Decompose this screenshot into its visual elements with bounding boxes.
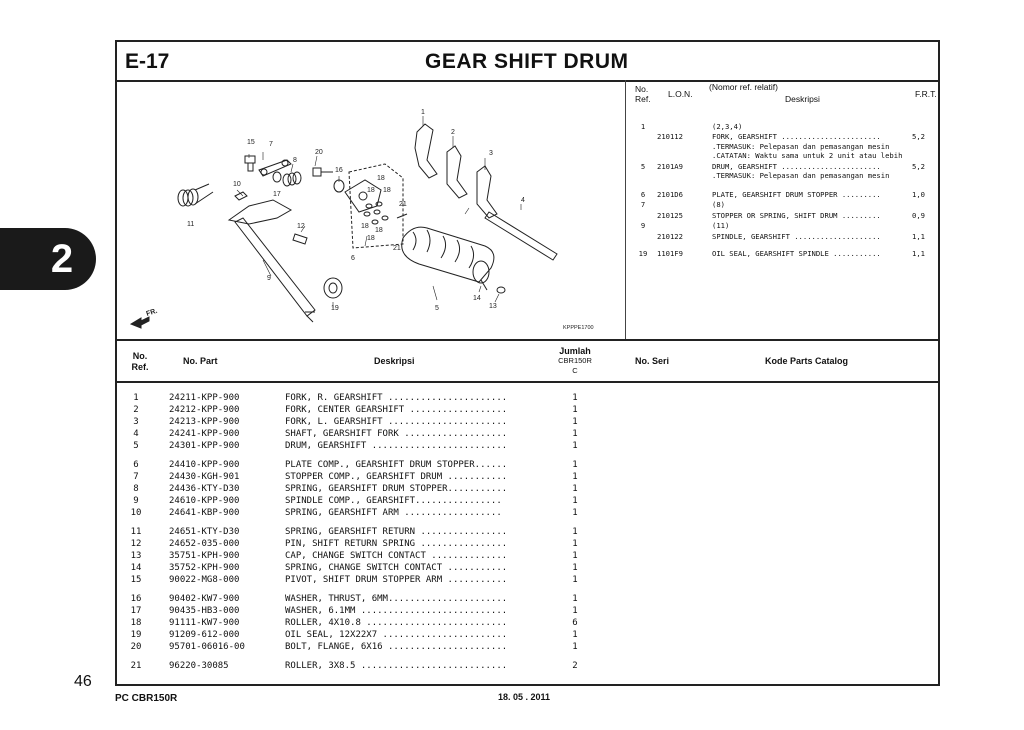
svg-text:5: 5 (435, 305, 439, 312)
part-ref: 14 (130, 563, 142, 573)
part-qty: 1 (572, 642, 578, 652)
reference-desc: OIL SEAL, GEARSHIFT SPINDLE ........... (712, 249, 881, 258)
svg-text:21: 21 (393, 245, 401, 252)
part-desc: PIN, SHIFT RETURN SPRING ................ (285, 539, 508, 549)
reference-lon: 2101D6 (657, 190, 683, 199)
part-qty: 2 (572, 661, 578, 671)
page-number: 46 (74, 673, 92, 690)
reference-frt: 0,9 (912, 211, 925, 220)
svg-text:17: 17 (273, 191, 281, 198)
reference-desc: .TERMASUK: Pelepasan dan pemasangan mesin (712, 171, 890, 180)
part-desc: PIVOT, SHIFT DRUM STOPPER ARM ........... (285, 575, 508, 585)
svg-text:3: 3 (489, 150, 493, 157)
part-part: 24430-KGH-901 (169, 472, 240, 482)
reference-lon: 210125 (657, 211, 683, 220)
fr-arrow-icon (131, 317, 149, 328)
part-desc: DRUM, GEARSHIFT ......................... (285, 441, 508, 451)
divider (117, 339, 938, 341)
part-qty: 1 (572, 484, 578, 494)
svg-text:10: 10 (233, 181, 241, 188)
reference-lon: 2101A9 (657, 162, 683, 171)
part-qty: 1 (572, 429, 578, 439)
reference-lon: 1101F9 (657, 249, 683, 258)
part-part: 35752-KPH-900 (169, 563, 240, 573)
reference-desc: PLATE, GEARSHIFT DRUM STOPPER ......... (712, 190, 881, 199)
part-desc: BOLT, FLANGE, 6X16 ...................... (285, 642, 508, 652)
deskripsi-col-header: Deskripsi (374, 356, 415, 366)
part-qty: 1 (572, 551, 578, 561)
reference-desc: (8) (712, 200, 725, 209)
catalog-name: PC CBR150R (115, 693, 178, 704)
part-qty: 1 (572, 472, 578, 482)
part-part: 24241-KPP-900 (169, 429, 240, 439)
part-desc: SPRING, GEARSHIFT DRUM STOPPER........... (285, 484, 508, 494)
svg-text:FR.: FR. (145, 307, 159, 318)
part-qty: 1 (572, 441, 578, 451)
svg-text:8: 8 (293, 157, 297, 164)
part-ref: 9 (133, 496, 139, 506)
reference-desc: FORK, GEARSHIFT ....................... (712, 132, 881, 141)
part-desc: SPINDLE COMP., GEARSHIFT................ (285, 496, 502, 506)
deskripsi-header: Deskripsi (785, 94, 820, 104)
part-ref: 7 (133, 472, 139, 482)
part-qty: 1 (572, 460, 578, 470)
reference-desc: (11) (712, 221, 730, 230)
no-ref-col-header: No. Ref. (131, 351, 149, 372)
part-ref: 12 (130, 539, 142, 549)
fork-1-drawing (415, 124, 437, 178)
part-desc: SPRING, GEARSHIFT RETURN ................ (285, 527, 508, 537)
part-desc: PLATE COMP., GEARSHIFT DRUM STOPPER...... (285, 460, 508, 470)
part-ref: 10 (130, 508, 142, 518)
reference-frt: 1,0 (912, 190, 925, 199)
part-desc: SHAFT, GEARSHIFT FORK ................... (285, 429, 508, 439)
part-qty: 1 (572, 539, 578, 549)
part-part: 24436-KTY-D30 (169, 484, 240, 494)
svg-text:9: 9 (267, 275, 271, 282)
svg-text:16: 16 (335, 167, 343, 174)
reference-desc: (2,3,4) (712, 122, 743, 131)
reference-no: 6 (640, 190, 646, 199)
svg-text:19: 19 (331, 305, 339, 312)
rollers-18-drawing (364, 202, 388, 224)
part-qty: 1 (572, 575, 578, 585)
part-qty: 1 (572, 594, 578, 604)
washer-17-drawing (273, 172, 281, 182)
part-ref: 19 (130, 630, 142, 640)
svg-text:KPPPE1700: KPPPE1700 (563, 325, 594, 331)
svg-text:6: 6 (351, 255, 355, 262)
part-part: 24211-KPP-900 (169, 393, 240, 403)
part-desc: FORK, R. GEARSHIFT ...................... (285, 393, 508, 403)
part-part: 24212-KPP-900 (169, 405, 240, 415)
fork-3-drawing (477, 166, 497, 218)
part-ref: 6 (133, 460, 139, 470)
part-desc: CAP, CHANGE SWITCH CONTACT .............. (285, 551, 508, 561)
part-part: 24213-KPP-900 (169, 417, 240, 427)
section-tab-number: 2 (50, 237, 74, 281)
part-desc: WASHER, 6.1MM ........................... (285, 606, 508, 616)
svg-text:20: 20 (315, 149, 323, 156)
svg-text:11: 11 (187, 221, 195, 228)
part-ref: 2 (133, 405, 139, 415)
svg-text:18: 18 (377, 175, 385, 182)
part-ref: 20 (130, 642, 142, 652)
part-desc: STOPPER COMP., GEARSHIFT DRUM ........... (285, 472, 508, 482)
reference-no: 9 (640, 221, 646, 230)
svg-text:13: 13 (489, 303, 497, 310)
svg-text:12: 12 (297, 223, 305, 230)
part-desc: SPRING, CHANGE SWITCH CONTACT ........... (285, 563, 508, 573)
part-ref: 17 (130, 606, 142, 616)
part-ref: 1 (133, 393, 139, 403)
part-qty: 1 (572, 417, 578, 427)
pin-12-drawing (293, 234, 307, 244)
part-part: 24410-KPP-900 (169, 460, 240, 470)
kode-col-header: Kode Parts Catalog (765, 356, 849, 366)
roller-21-drawing (397, 214, 407, 218)
reference-desc: .TERMASUK: Pelepasan dan pemasangan mesin (712, 142, 890, 151)
pivot-15-drawing (245, 156, 255, 171)
part-desc: FORK, CENTER GEARSHIFT .................. (285, 405, 508, 415)
section-tab[interactable] (0, 228, 96, 290)
part-part: 90402-KW7-900 (169, 594, 240, 604)
page-header (117, 42, 938, 82)
spring-8-drawing (283, 172, 301, 186)
reference-frt: 1,1 (912, 249, 925, 258)
diagram-callouts (145, 109, 593, 331)
part-part: 90435-HB3-000 (169, 606, 240, 616)
part-part: 24301-KPP-900 (169, 441, 240, 451)
part-part: 90022-MG8-000 (169, 575, 240, 585)
part-ref: 5 (133, 441, 139, 451)
part-ref: 13 (130, 551, 142, 561)
part-part: 91209-612-000 (169, 630, 240, 640)
part-ref: 11 (130, 527, 142, 537)
lon-header: L.O.N. (668, 89, 693, 99)
part-desc: SPRING, GEARSHIFT ARM .................. (285, 508, 502, 518)
part-qty: 1 (572, 527, 578, 537)
part-desc: FORK, L. GEARSHIFT ...................... (285, 417, 508, 427)
reference-no: 1 (640, 122, 646, 131)
catalog-date: 18. 05 . 2011 (498, 692, 551, 702)
reference-no: 5 (640, 162, 646, 171)
gear-shift-drum-illustration (117, 80, 625, 339)
section-code: E-17 (125, 50, 170, 73)
part-10-drawing (235, 192, 247, 200)
ref-no-header: No. Ref. (635, 84, 651, 104)
spring-14-drawing (481, 280, 487, 290)
reference-lon: 210112 (657, 132, 683, 141)
part-ref: 8 (133, 484, 139, 494)
cap-13-drawing (497, 287, 505, 293)
part-qty: 1 (572, 405, 578, 415)
part-part: 24610-KPP-900 (169, 496, 240, 506)
svg-text:21: 21 (399, 201, 407, 208)
part-ref: 4 (133, 429, 139, 439)
svg-text:18: 18 (361, 223, 369, 230)
part-part: 35751-KPH-900 (169, 551, 240, 561)
part-desc: OIL SEAL, 12X22X7 ....................... (285, 630, 508, 640)
svg-text:15: 15 (247, 139, 255, 146)
drum-5-drawing (402, 227, 494, 283)
svg-text:4: 4 (521, 197, 525, 204)
divider (117, 381, 938, 383)
svg-text:1: 1 (421, 109, 425, 116)
part-ref: 16 (130, 594, 142, 604)
svg-text:7: 7 (269, 141, 273, 148)
catalog-frame (115, 40, 940, 686)
part-desc: ROLLER, 3X8.5 ........................... (285, 661, 508, 671)
part-part: 91111-KW7-900 (169, 618, 240, 628)
svg-text:2: 2 (451, 129, 455, 136)
fork-2-drawing (447, 146, 467, 198)
reference-frt: 5,2 (912, 132, 925, 141)
exploded-diagram (117, 80, 626, 339)
part-part: 24641-KBP-900 (169, 508, 240, 518)
svg-text:18: 18 (367, 187, 375, 194)
svg-text:14: 14 (473, 295, 481, 302)
part-part: 96220-30085 (169, 661, 229, 671)
reference-desc: DRUM, GEARSHIFT ....................... (712, 162, 881, 171)
no-seri-col-header: No. Seri (635, 356, 670, 366)
reference-frt: 1,1 (912, 232, 925, 241)
no-part-col-header: No. Part (183, 356, 218, 366)
frt-header: F.R.T. (915, 89, 937, 99)
part-ref: 21 (130, 661, 142, 671)
reference-no: 7 (640, 200, 646, 209)
part-part: 95701-06016-00 (169, 642, 245, 652)
reference-desc: SPINDLE, GEARSHIFT .................... (712, 232, 881, 241)
reference-frt: 5,2 (912, 162, 925, 171)
bolt-20-drawing (313, 168, 333, 176)
part-ref: 15 (130, 575, 142, 585)
svg-text:18: 18 (383, 187, 391, 194)
jumlah-col-header: Jumlah CBR150R C (558, 346, 592, 375)
part-qty: 1 (572, 508, 578, 518)
reference-panel (625, 80, 938, 339)
shaft-4-drawing (485, 212, 557, 260)
svg-text:18: 18 (375, 227, 383, 234)
part-qty: 1 (572, 630, 578, 640)
spring-11-drawing (178, 184, 213, 206)
part-qty: 1 (572, 563, 578, 573)
reference-no: 19 (638, 249, 648, 258)
part-desc: ROLLER, 4X10.8 .......................... (285, 618, 508, 628)
part-qty: 6 (572, 618, 578, 628)
part-part: 24652-035-000 (169, 539, 240, 549)
spindle-9-drawing (235, 218, 315, 316)
part-qty: 1 (572, 393, 578, 403)
nomor-ref-header: (Nomor ref. relatif) (709, 82, 778, 92)
reference-desc: STOPPER OR SPRING, SHIFT DRUM ......... (712, 211, 881, 220)
part-desc: WASHER, THRUST, 6MM...................... (285, 594, 508, 604)
part-qty: 1 (572, 606, 578, 616)
svg-text:18: 18 (367, 235, 375, 242)
page-title: GEAR SHIFT DRUM (425, 50, 629, 73)
part-ref: 18 (130, 618, 142, 628)
part-qty: 1 (572, 496, 578, 506)
part-part: 24651-KTY-D30 (169, 527, 240, 537)
reference-lon: 210122 (657, 232, 683, 241)
oil-seal-19-drawing (324, 278, 342, 298)
reference-desc: .CATATAN: Waktu sama untuk 2 unit atau lebih (712, 151, 903, 160)
part-ref: 3 (133, 417, 139, 427)
